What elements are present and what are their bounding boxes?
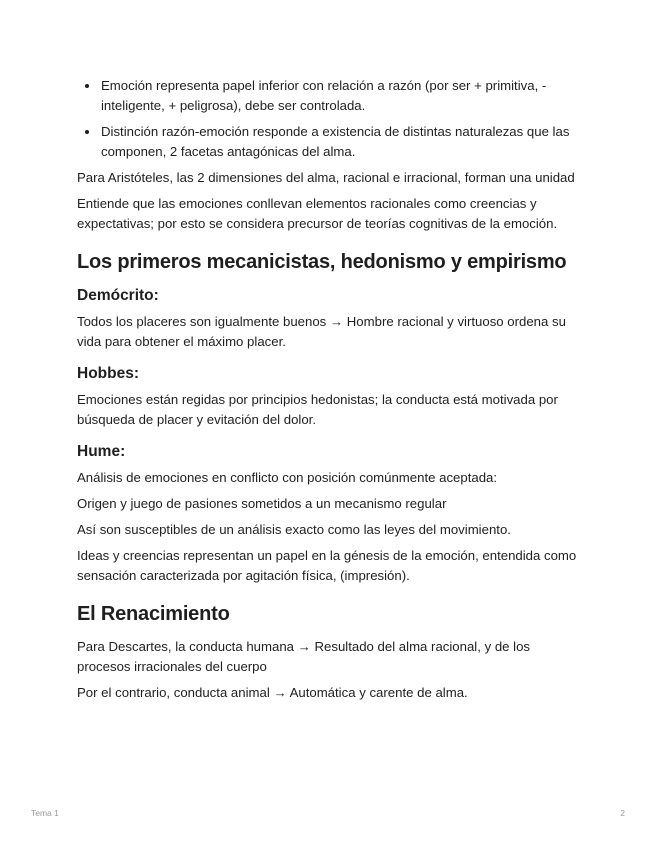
paragraph: Análisis de emociones en conflicto con posición comúnmente aceptada: <box>77 470 498 485</box>
subheading-hobbes: Hobbes: <box>77 365 139 382</box>
paragraph: Origen y juego de pasiones sometidos a un mecanismo regular <box>77 496 447 511</box>
bullet-list <box>77 76 587 162</box>
paragraph: Entiende que las emociones conllevan elementos racionales como creencias y expectativas; por esto se considera precursor de teorías cognitivas de la emoción. <box>77 196 558 231</box>
paragraph: Emociones están regidas por principios hedonistas; la conducta está motivada por búsqueda de placer y evitación del dolor. <box>77 392 558 427</box>
subheading-hume: Hume: <box>77 443 126 460</box>
page-content <box>77 76 587 709</box>
paragraph: Ideas y creencias representan un papel en la génesis de la emoción, entendida como sensación caracterizada por agitación física, (impresión). <box>77 548 577 583</box>
subheading-democrito: Demócrito: <box>77 287 159 304</box>
list-item: • Distinción razón-emoción responde a existencia de distintas naturalezas que las componen, 2 facetas antagónicas del alma. <box>100 122 587 162</box>
page-number: 2 <box>620 808 625 818</box>
paragraph: Todos los placeres son igualmente buenos → Hombre racional y virtuoso ordena su vida para obtener el máximo placer. <box>77 314 566 349</box>
paragraph: Así son susceptibles de un análisis exacto como las leyes del movimiento. <box>77 522 511 537</box>
footer-title: Tema 1 <box>31 808 59 818</box>
paragraph: Para Aristóteles, las 2 dimensiones del alma, racional e irracional, forman una unidad <box>77 170 575 185</box>
paragraph: Por el contrario, conducta animal → Automática y carente de alma. <box>77 685 468 700</box>
section-heading-mecanicistas: Los primeros mecanicistas, hedonismo y empirismo <box>77 251 567 273</box>
paragraph: Para Descartes, la conducta humana → Resultado del alma racional, y de los procesos irracionales del cuerpo <box>77 639 531 674</box>
section-heading-renacimiento: El Renacimiento <box>77 603 230 625</box>
list-item: • Emoción representa papel inferior con relación a razón (por ser + primitiva, - inteligente, + peligrosa), debe ser controlada. <box>100 76 587 116</box>
